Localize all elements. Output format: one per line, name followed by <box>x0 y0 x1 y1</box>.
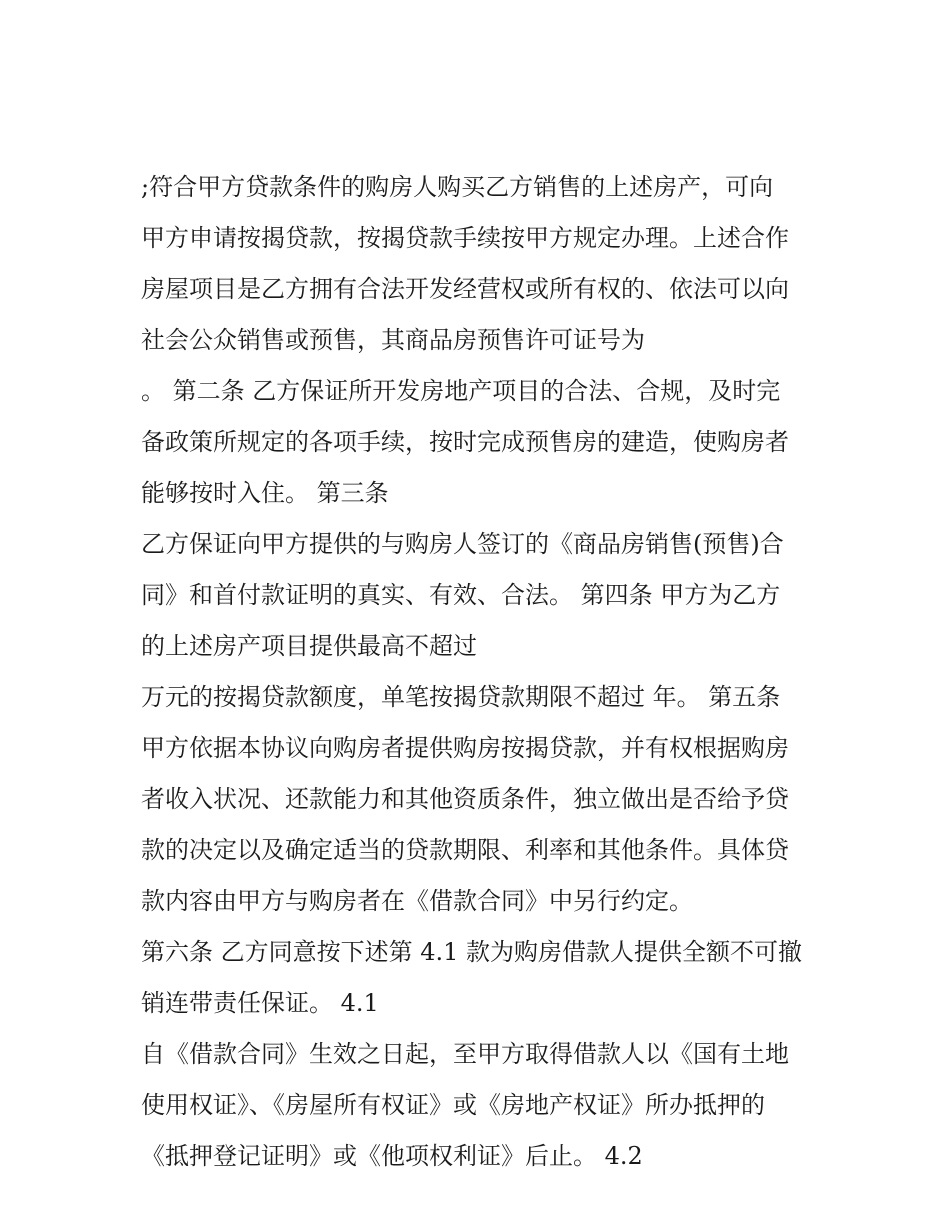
text-line: 乙方保证向甲方提供的与购房人签订的《商品房销售(预售)合 <box>141 530 784 558</box>
text-line: 款的决定以及确定适当的贷款期限、利率和其他条件。具体贷 <box>141 836 789 864</box>
text-line: ;符合甲方贷款条件的购房人购买乙方销售的上述房产，可向 <box>141 173 774 201</box>
text-line: 款内容由甲方与购房者在《借款合同》中另行约定。 <box>141 887 693 915</box>
text-line: 能够按时入住。 第三条 <box>141 479 389 507</box>
text-line: 同》和首付款证明的真实、有效、合法。 第四条 甲方为乙方 <box>141 581 781 609</box>
document-body <box>141 162 821 1182</box>
text-line: 甲方申请按揭贷款，按揭贷款手续按甲方规定办理。上述合作 <box>141 224 789 252</box>
text-line: 者收入状况、还款能力和其他资质条件，独立做出是否给予贷 <box>141 785 789 813</box>
text-line: 使用权证》、《房屋所有权证》或《房地产权证》所办抵押的 <box>141 1091 765 1119</box>
text-line: 社会公众销售或预售，其商品房预售许可证号为 <box>141 326 645 354</box>
text-line: 第六条 乙方同意按下述第 4.1 款为购房借款人提供全额不可撤 <box>141 938 803 966</box>
text-line: 销连带责任保证。 4.1 <box>141 989 379 1017</box>
text-line: 的上述房产项目提供最高不超过 <box>141 632 477 660</box>
text-line: 房屋项目是乙方拥有合法开发经营权或所有权的、依法可以向 <box>141 275 789 303</box>
text-line: 《抵押登记证明》或《他项权利证》后止。 4.2 <box>141 1142 643 1170</box>
text-line: 备政策所规定的各项手续，按时完成预售房的建造，使购房者 <box>141 428 789 456</box>
text-line: 万元的按揭贷款额度，单笔按揭贷款期限不超过 年。 第五条 <box>141 683 781 711</box>
text-line: 。 第二条 乙方保证所开发房地产项目的合法、合规，及时完 <box>141 377 781 405</box>
text-line: 甲方依据本协议向购房者提供购房按揭贷款，并有权根据购房 <box>141 734 789 762</box>
text-line: 自《借款合同》生效之日起，至甲方取得借款人以《国有土地 <box>141 1040 789 1068</box>
